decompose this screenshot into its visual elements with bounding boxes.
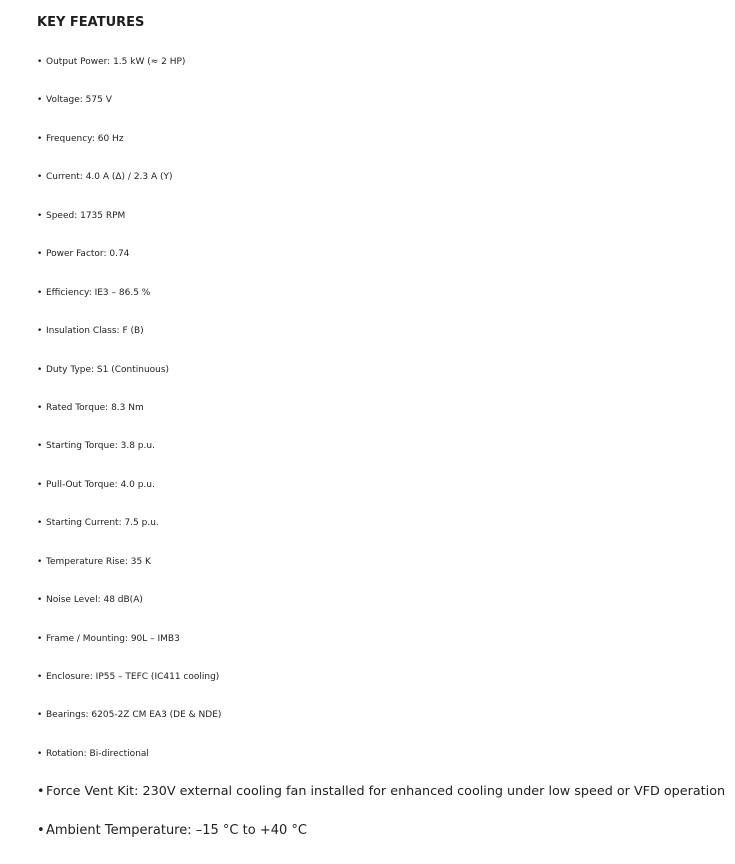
feature-item-frequency (37, 130, 725, 148)
bullet-icon: • (37, 710, 43, 721)
key-features-section (37, 14, 727, 838)
bullet-icon: • (37, 556, 43, 567)
feature-item-temperature-rise (37, 553, 725, 571)
feature-text: Bearings: 6205-2Z CM EA3 (DE & NDE) (46, 710, 222, 721)
feature-text: Rated Torque: 8.3 Nm (46, 402, 144, 413)
bullet-icon: • (37, 518, 43, 529)
bullet-icon: • (37, 249, 43, 260)
feature-item-pull-out-torque (37, 476, 725, 494)
feature-item-duty-type (37, 361, 725, 379)
feature-text: Speed: 1735 RPM (46, 210, 126, 221)
bullet-icon: • (37, 326, 43, 337)
feature-text: Voltage: 575 V (46, 95, 112, 106)
feature-text: Enclosure: IP55 – TEFC (IC411 cooling) (46, 672, 220, 682)
feature-item-starting-current (37, 514, 725, 532)
feature-item-current (37, 168, 725, 186)
bullet-icon: • (37, 595, 43, 606)
bullet-icon: • (37, 672, 43, 682)
bullet-icon: • (37, 364, 43, 375)
bullet-icon: • (37, 57, 43, 67)
bullet-icon: • (37, 172, 43, 183)
bullet-icon: • (37, 784, 45, 800)
bullet-icon: • (37, 822, 45, 838)
feature-text: Pull-Out Torque: 4.0 p.u. (46, 479, 155, 490)
feature-item-ambient-temperature (37, 822, 725, 840)
feature-item-frame-mounting (37, 630, 725, 648)
bullet-icon: • (37, 479, 43, 490)
feature-text: Insulation Class: F (B) (46, 326, 144, 337)
bullet-icon: • (37, 210, 43, 221)
feature-text: Power Factor: 0.74 (46, 249, 130, 260)
feature-text: Temperature Rise: 35 K (46, 556, 151, 567)
section-heading: KEY FEATURES (37, 15, 145, 30)
feature-item-bearings (37, 706, 725, 724)
feature-text: Ambient Temperature: –15 °C to +40 °C (46, 822, 307, 838)
feature-text: Noise Level: 48 dB(A) (46, 595, 143, 606)
feature-text: Starting Current: 7.5 p.u. (46, 518, 159, 529)
feature-item-rotation (37, 745, 725, 763)
feature-item-voltage (37, 91, 725, 109)
feature-item-enclosure (37, 668, 725, 686)
bullet-icon: • (37, 402, 43, 413)
feature-item-power-factor (37, 245, 725, 263)
bullet-icon: • (37, 633, 43, 644)
feature-text: Frame / Mounting: 90L – IMB3 (46, 633, 180, 644)
feature-list (37, 53, 725, 860)
feature-item-output-power (37, 53, 725, 71)
bullet-icon: • (37, 748, 43, 759)
feature-item-rated-torque (37, 399, 725, 417)
feature-text: Rotation: Bi-directional (46, 748, 149, 759)
feature-text: Frequency: 60 Hz (46, 133, 124, 144)
feature-item-starting-torque (37, 437, 725, 455)
feature-item-force-vent-kit (37, 783, 725, 801)
feature-item-speed (37, 207, 725, 225)
feature-item-noise-level (37, 591, 725, 609)
feature-text: Duty Type: S1 (Continuous) (46, 364, 170, 375)
feature-text: Efficiency: IE3 – 86.5 % (46, 287, 151, 298)
bullet-icon: • (37, 441, 43, 452)
feature-text: Output Power: 1.5 kW (≈ 2 HP) (46, 57, 186, 67)
feature-text: Starting Torque: 3.8 p.u. (46, 441, 155, 452)
feature-text: Current: 4.0 A (Δ) / 2.3 A (Y) (46, 172, 173, 183)
bullet-icon: • (37, 133, 43, 144)
bullet-icon: • (37, 95, 43, 106)
bullet-icon: • (37, 287, 43, 298)
feature-text: Force Vent Kit: 230V external cooling fan installed for enhanced cooling under low speed or VFD operation (46, 784, 726, 800)
feature-item-efficiency (37, 284, 725, 302)
feature-item-insulation-class (37, 322, 725, 340)
